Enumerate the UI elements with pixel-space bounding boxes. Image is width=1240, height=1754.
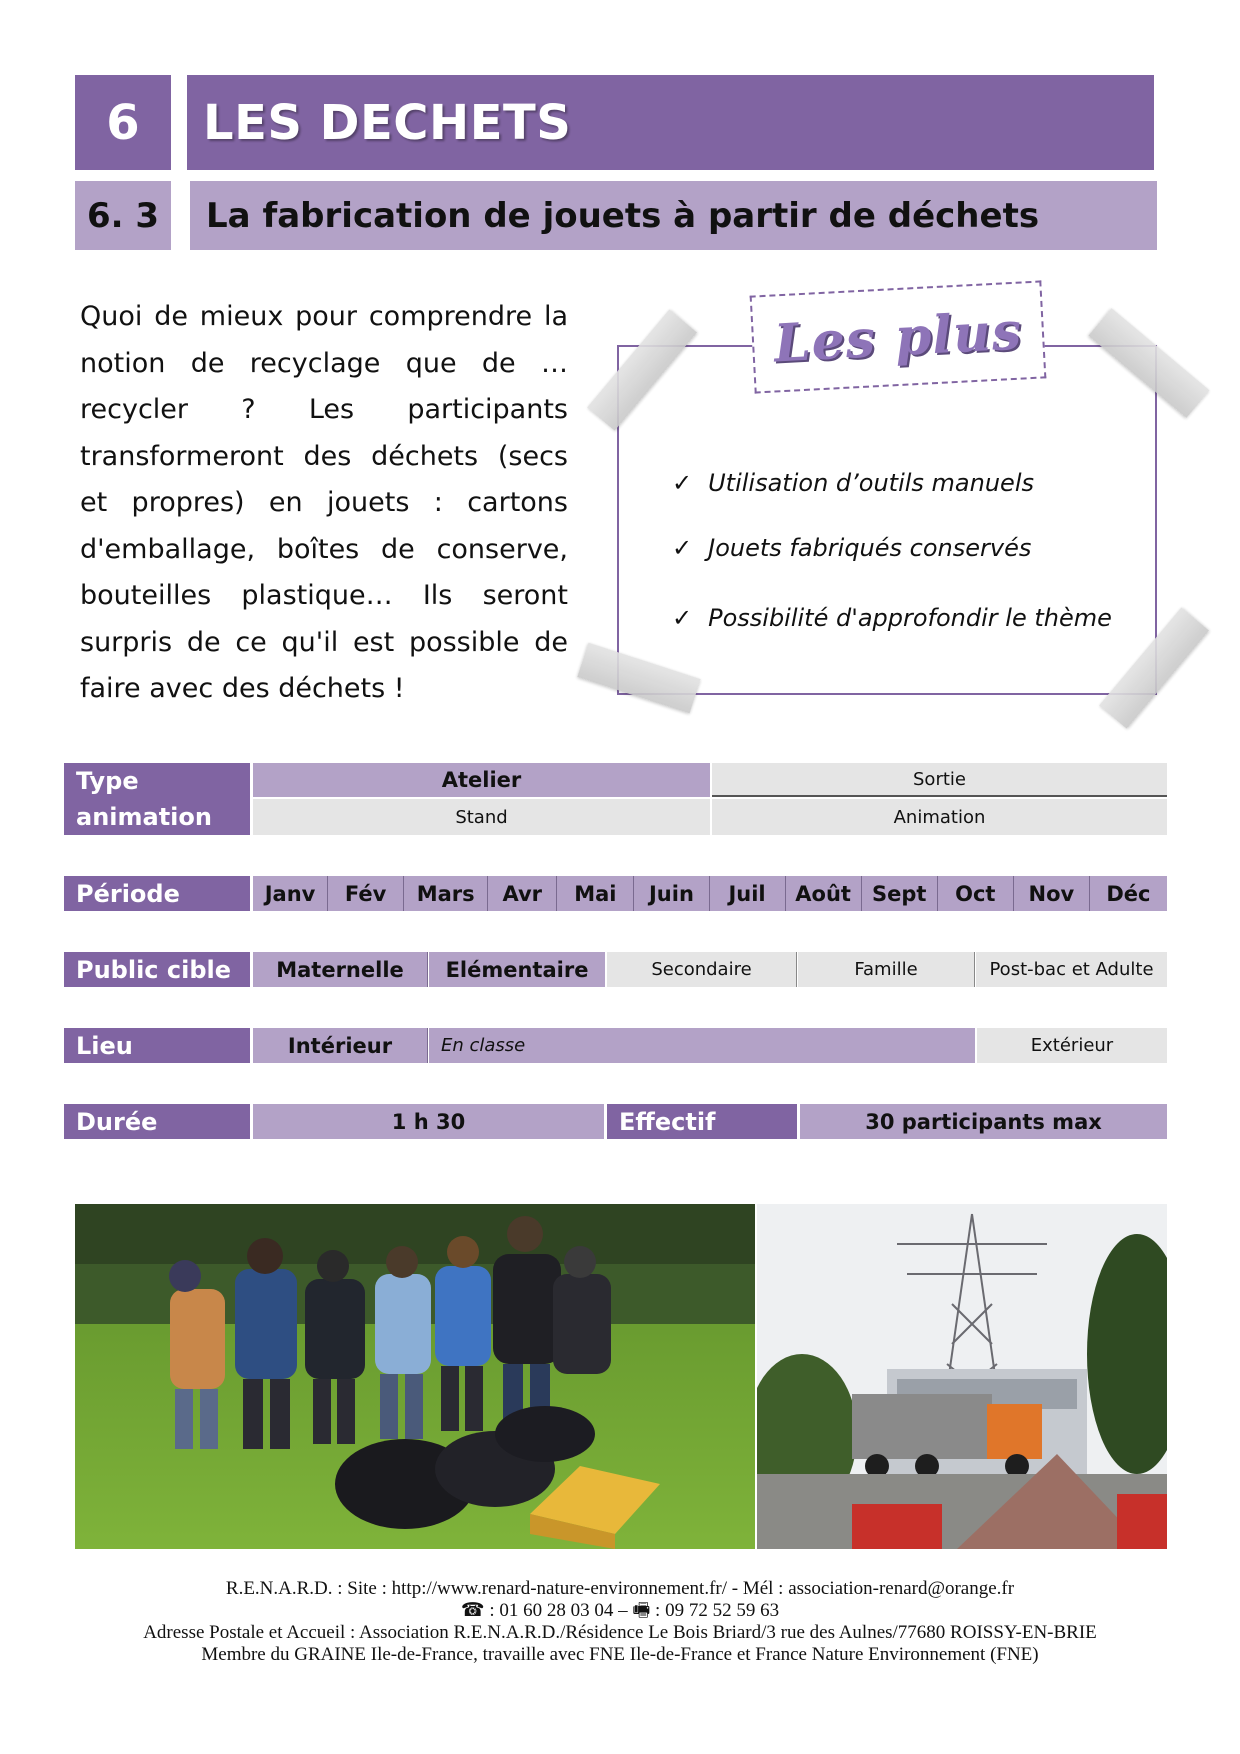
footer-fax: : 09 72 52 59 63 xyxy=(650,1600,780,1621)
footer-phone: : 01 60 28 03 04 – xyxy=(484,1600,633,1621)
duree-value: 1 h 30 xyxy=(253,1104,604,1139)
photo-waste-facility-illustration xyxy=(757,1204,1167,1549)
month-cell: Déc xyxy=(1090,876,1167,911)
plus-item-text: Jouets fabriqués conservés xyxy=(708,534,1032,562)
lieu-interieur: Intérieur xyxy=(253,1028,428,1063)
month-cell: Nov xyxy=(1014,876,1090,911)
section-title: LES DECHETS xyxy=(187,75,1154,170)
month-cell: Oct xyxy=(938,876,1014,911)
les-plus-frame xyxy=(617,345,1157,695)
photo-children-waste xyxy=(75,1204,755,1549)
footer-line-membership: Membre du GRAINE Ile-de-France, travaille avec FNE Ile-de-France et France Nature Environnement (FNE) xyxy=(201,1644,1039,1665)
subsection-title: La fabrication de jouets à partir de déchets xyxy=(190,181,1157,250)
plus-item xyxy=(672,466,1132,500)
lieu-exterieur: Extérieur xyxy=(977,1028,1167,1063)
months-row xyxy=(253,876,1167,911)
type-option-stand: Stand xyxy=(253,799,710,835)
month-cell: Mai xyxy=(557,876,634,911)
month-cell: Mars xyxy=(404,876,488,911)
public-option-elementaire: Elémentaire xyxy=(429,952,605,987)
les-plus-label xyxy=(750,280,1047,393)
type-option-animation: Animation xyxy=(712,799,1167,835)
subsection-number: 6. 3 xyxy=(75,181,171,250)
type-option-sortie: Sortie xyxy=(712,763,1167,797)
check-icon: ✓ xyxy=(672,469,693,497)
public-cible-label: Public cible xyxy=(64,952,250,987)
plus-item xyxy=(672,601,1142,635)
public-option-famille: Famille xyxy=(798,952,975,987)
month-cell: Avr xyxy=(488,876,557,911)
month-cell: Sept xyxy=(862,876,938,911)
les-plus-title: Les plus xyxy=(772,300,1024,374)
lieu-label: Lieu xyxy=(64,1028,250,1063)
month-cell: Juin xyxy=(634,876,709,911)
public-option-secondaire: Secondaire xyxy=(607,952,797,987)
duree-label: Durée xyxy=(64,1104,250,1139)
type-animation-label: Type animation xyxy=(64,763,250,835)
month-cell: Août xyxy=(786,876,862,911)
plus-item-text: Utilisation d’outils manuels xyxy=(708,469,1034,497)
footer-line-address: Adresse Postale et Accueil : Association R.E.N.A.R.D./Résidence Le Bois Briard/3 rue des Aulnes/77680 ROISSY-EN-BRIE xyxy=(143,1622,1097,1643)
effectif-label: Effectif xyxy=(607,1104,797,1139)
phone-icon: ☎ xyxy=(460,1600,485,1621)
plus-item-text: Possibilité d'approfondir le thème xyxy=(708,604,1112,632)
section-number: 6 xyxy=(75,75,171,170)
fax-icon: 🖷 xyxy=(632,1600,651,1621)
plus-item xyxy=(672,531,1132,565)
periode-label: Période xyxy=(64,876,250,911)
lieu-detail: En classe xyxy=(429,1028,975,1063)
intro-paragraph: Quoi de mieux pour comprendre la notion de recyclage que de … recycler ? Les participants transformeront des déchets (secs et propres) en jouets : cartons d'emballage, boîtes de conserve, bouteilles plastique… Ils seront surpris de ce qu'il est possible de faire avec des déchets ! xyxy=(80,301,568,704)
public-option-maternelle: Maternelle xyxy=(253,952,428,987)
check-icon: ✓ xyxy=(672,604,693,632)
footer xyxy=(40,1578,1200,1666)
check-icon: ✓ xyxy=(672,534,693,562)
footer-line-phone xyxy=(40,1600,1200,1622)
effectif-value: 30 participants max xyxy=(800,1104,1167,1139)
month-cell: Juil xyxy=(710,876,786,911)
footer-line-contact: R.E.N.A.R.D. : Site : http://www.renard-nature-environnement.fr/ - Mél : association-renard@orange.fr xyxy=(225,1578,1015,1599)
photo-waste-facility xyxy=(757,1204,1167,1549)
photo-children-waste-illustration xyxy=(75,1204,755,1549)
month-cell: Janv xyxy=(253,876,328,911)
type-option-atelier: Atelier xyxy=(253,763,710,797)
public-option-post-bac: Post-bac et Adulte xyxy=(976,952,1167,987)
month-cell: Fév xyxy=(328,876,404,911)
